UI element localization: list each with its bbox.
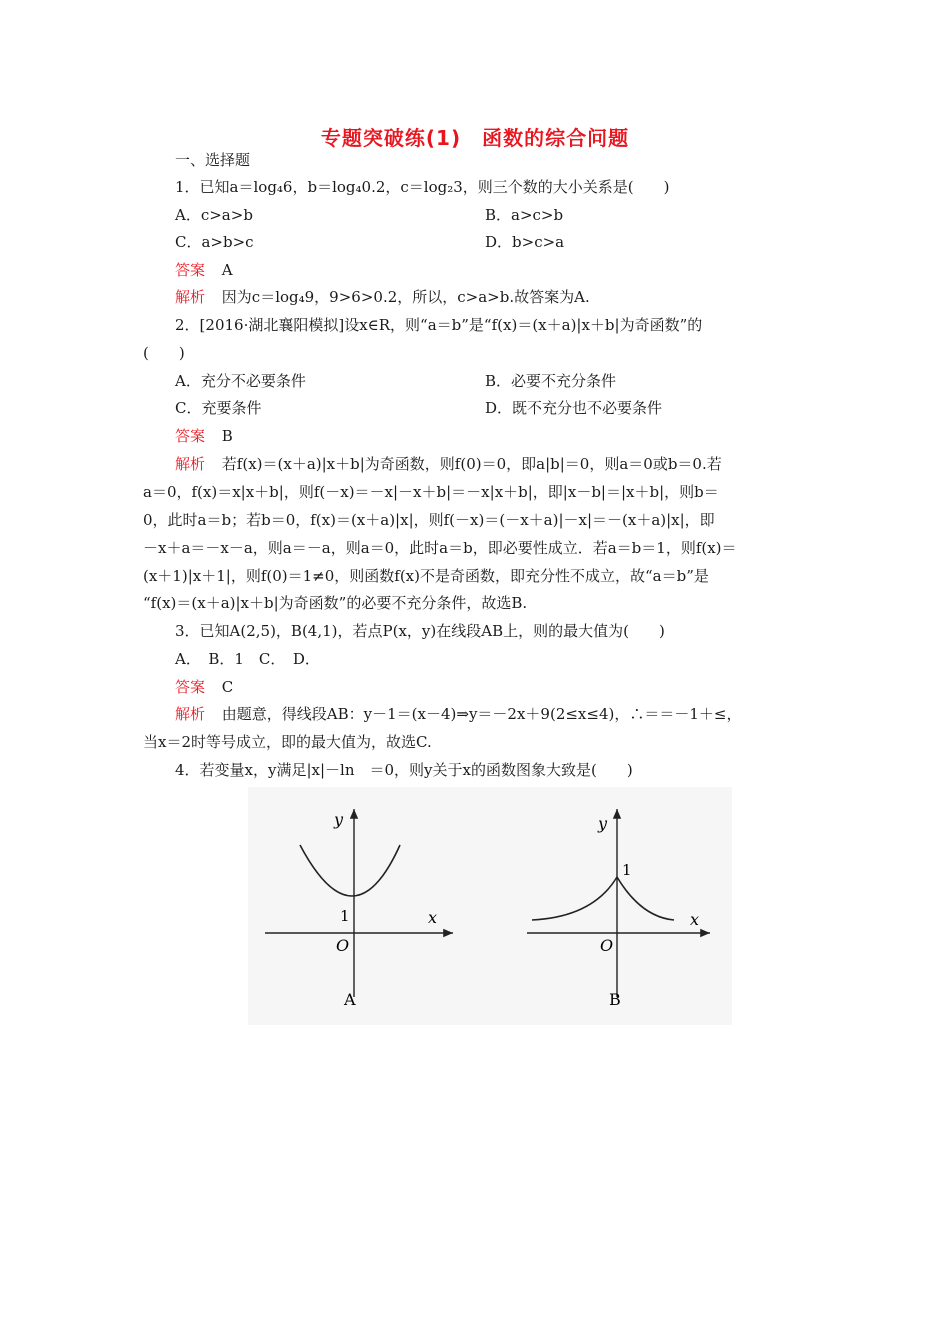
q2-option-b: B．必要不充分条件 (485, 372, 617, 390)
q2-option-c: C．充要条件 (175, 399, 262, 417)
q2-answer (175, 426, 233, 446)
q2-analysis-line4: －x＋a＝－x－a，则a＝－a，则a＝0，此时a＝b，即必要性成立．若a＝b＝1，则f(x)＝ (143, 539, 737, 557)
analysis-label: 解析 (175, 455, 206, 473)
answer-label: 答案 (175, 261, 206, 279)
analysis-label: 解析 (175, 288, 206, 306)
q2-options-row1 (175, 371, 795, 391)
q2-option-d: D．既不充分也不必要条件 (485, 399, 663, 417)
graph-a-origin-label: O (336, 936, 350, 955)
q4-stem: 4．若变量x，y满足|x|－ln ＝0，则y关于x的函数图象大致是( ) (175, 761, 633, 779)
q2-analysis-text: 若f(x)＝(x＋a)|x＋b|为奇函数，则f(0)＝0，即a|b|＝0，则a＝0或b＝0.若 (221, 455, 722, 473)
q1-option-b: B．a>c>b (485, 206, 564, 224)
q3-stem: 3．已知A(2,5)，B(4,1)，若点P(x，y)在线段AB上，则的最大值为( ) (175, 622, 665, 640)
q1-option-a: A．c>a>b (175, 206, 253, 224)
q1-options-row1 (175, 205, 795, 225)
function-graphs-figure (248, 787, 732, 1025)
section-heading: 一、选择题 (175, 151, 251, 169)
graphs-svg (248, 787, 732, 1025)
graph-a (265, 809, 453, 1009)
q1-options-row2 (175, 232, 795, 252)
graph-a-one-label: 1 (340, 907, 350, 925)
q1-option-c: C．a>b>c (175, 233, 254, 251)
q3-answer (175, 677, 233, 697)
q2-stem-line2: ( ) (143, 344, 185, 362)
q1-option-d: D．b>c>a (485, 233, 565, 251)
answer-label: 答案 (175, 678, 206, 696)
page-title: 专题突破练(1) 函数的综合问题 (320, 126, 630, 150)
q1-stem: 1．已知a＝log₄6，b＝log₄0.2，c＝log₂3，则三个数的大小关系是( ) (175, 178, 670, 196)
q1-analysis (175, 287, 590, 307)
q2-options-row2 (175, 398, 795, 418)
q1-analysis-text: 因为c＝log₄9，9>6>0.2，所以，c>a>b.故答案为A. (221, 288, 590, 306)
q1-answer-value: A (221, 261, 233, 279)
graph-a-x-label: x (428, 908, 438, 927)
graph-a-curve (300, 845, 400, 896)
q2-analysis-line2: a＝0，f(x)＝x|x＋b|，则f(－x)＝－x|－x＋b|＝－x|x＋b|，即|x－b|＝|x＋b|，则b＝ (143, 483, 719, 501)
graph-b (527, 809, 710, 1009)
answer-label: 答案 (175, 427, 206, 445)
q2-analysis-line1 (175, 454, 722, 474)
q3-analysis-line2: 当x＝2时等号成立，即的最大值为，故选C. (143, 733, 432, 751)
graph-b-curve-left (532, 877, 617, 920)
q2-analysis-line6: “f(x)＝(x＋a)|x＋b|为奇函数”的必要不充分条件，故选B. (143, 594, 528, 612)
q2-answer-value: B (221, 427, 233, 445)
graph-b-caption: B (609, 990, 621, 1009)
analysis-label: 解析 (175, 705, 206, 723)
graph-b-y-label: y (598, 814, 608, 833)
q2-option-a: A．充分不必要条件 (175, 372, 306, 390)
q2-analysis-line5: (x＋1)|x＋1|，则f(0)＝1≠0，则函数f(x)不是奇函数，即充分性不成立，故“a＝b”是 (143, 567, 709, 585)
q2-analysis-line3: 0，此时a＝b；若b＝0，f(x)＝(x＋a)|x|，则f(－x)＝(－x＋a)|－x|＝－(x＋a)|x|，即 (143, 511, 715, 529)
q2-stem-line1: 2．[2016·湖北襄阳模拟]设x∈R，则“a＝b”是“f(x)＝(x＋a)|x＋b|为奇函数”的 (175, 316, 703, 334)
q3-analysis-text: 由题意，得线段AB：y－1＝(x－4)⇒y＝－2x＋9(2≤x≤4)，∴＝＝－1＋≤， (221, 705, 742, 723)
graph-b-x-label: x (690, 910, 700, 929)
graph-b-one-label: 1 (622, 861, 632, 879)
graph-a-caption: A (344, 990, 356, 1009)
q3-options: A． B．1 C． D． (175, 650, 320, 668)
q1-answer (175, 260, 233, 280)
q3-answer-value: C (221, 678, 234, 696)
graph-b-origin-label: O (600, 936, 614, 955)
graph-b-curve-right (617, 877, 674, 920)
q3-analysis-line1 (175, 704, 741, 724)
graph-a-y-label: y (334, 810, 344, 829)
